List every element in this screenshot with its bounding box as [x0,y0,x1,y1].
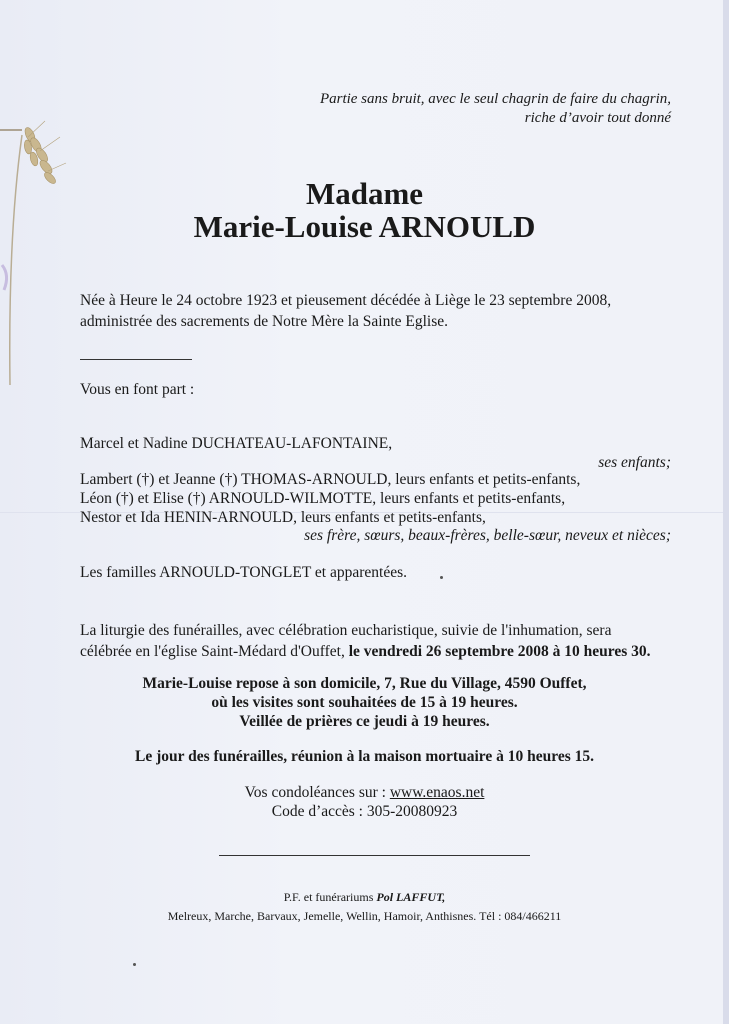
liturgy-line-1: La liturgie des funérailles, avec célébration eucharistique, suivie de l'inhumation, sera [80,622,612,639]
liturgy-place: célébrée en l'église Saint-Médard d'Ouffet, [80,643,349,660]
wheat-ear-icon [0,115,70,385]
visitation-line-2: où les visites sont souhaitées de 15 à 19 heures. [211,694,518,711]
siblings-role: ses frère, sœurs, beaux-frères, belle-sœur, neveux et nièces; [304,527,671,544]
condolences-link[interactable]: www.enaos.net [389,784,485,801]
sibling-line-2: Léon (†) et Elise (†) ARNOULD-WILMOTTE, leurs enfants et petits-enfants, [80,490,566,507]
birth-line-1: Née à Heure le 24 octobre 1923 et pieusement décédée à Liège le 23 septembre 2008, [80,292,612,309]
speck [133,963,136,966]
children-role: ses enfants; [598,454,671,471]
title-name: Marie-Louise ARNOULD [193,209,536,244]
speck [440,576,443,579]
meeting-text: Le jour des funérailles, réunion à la maison mortuaire à 10 heures 15. [135,748,594,765]
divider-long [219,855,530,856]
birth-paragraph [80,290,672,332]
funeral-home-locations: Melreux, Marche, Barvaux, Jemelle, Wellin, Hamoir, Anthisnes. Tél : 084/466211 [167,909,562,923]
children-names: Marcel et Nadine DUCHATEAU-LAFONTAINE, [80,435,393,452]
divider-short [80,359,192,360]
announce-text: Vous en font part : [80,381,195,398]
sibling-line-3: Nestor et Ida HENIN-ARNOULD, leurs enfants et petits-enfants, [80,509,486,526]
liturgy-line-2 [80,641,672,662]
visitation-line-1: Marie-Louise repose à son domicile, 7, Rue du Village, 4590 Ouffet, [142,675,587,692]
paper-edge [723,0,729,1024]
epigraph-line-1: Partie sans bruit, avec le seul chagrin de faire du chagrin, [319,91,671,107]
title-honorific: Madame [305,176,424,211]
funeral-home-prefix: P.F. et funérariums [283,890,377,904]
condolences-label: Vos condoléances sur : [244,784,390,801]
epigraph [320,90,671,128]
birth-line-2: administrée des sacrements de Notre Mère la Sainte Eglise. [80,313,448,330]
other-families: Les familles ARNOULD-TONGLET et apparentées. [80,564,407,581]
epigraph-line-2: riche d’avoir tout donné [524,110,671,126]
access-code: Code d’accès : 305-20080923 [271,803,458,820]
liturgy-paragraph [80,620,672,662]
visitation-line-3: Veillée de prières ce jeudi à 19 heures. [239,713,490,730]
funeral-home-name: Pol LAFFUT, [376,890,446,904]
sibling-line-1: Lambert (†) et Jeanne (†) THOMAS-ARNOULD, leurs enfants et petits-enfants, [80,471,581,488]
liturgy-date: le vendredi 26 septembre 2008 à 10 heures 30. [348,643,651,660]
condolences-line [0,784,729,802]
funeral-home-line [0,890,729,905]
